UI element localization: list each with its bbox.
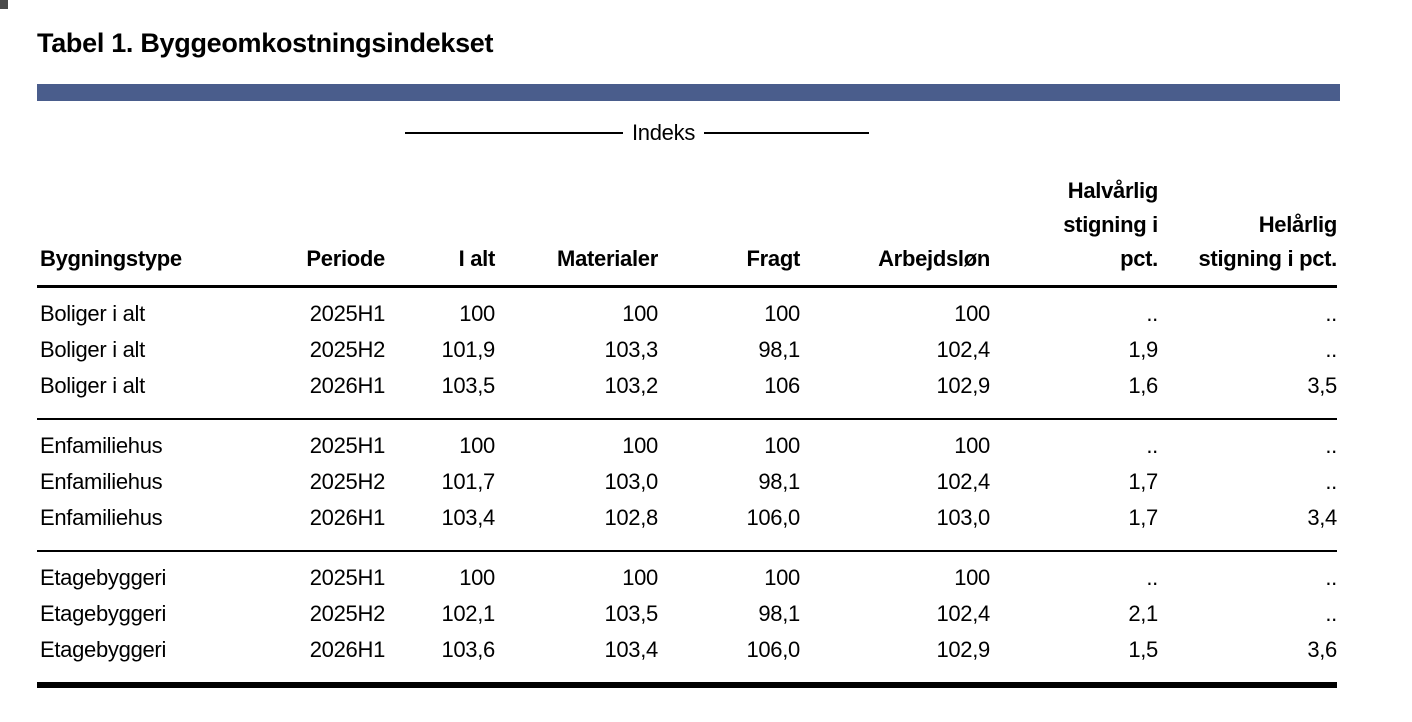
- cell-arbejdsl-n: 102,4: [936, 336, 990, 362]
- column-header-label: Fragt: [746, 245, 800, 271]
- cell-i-alt: 100: [459, 432, 495, 458]
- row-label: Etagebyggeri: [40, 564, 167, 590]
- byggeomkostningsindeks-table: [37, 146, 1337, 688]
- row-label: Etagebyggeri: [40, 600, 167, 626]
- cell-i-alt: 100: [459, 564, 495, 590]
- column-header-hel-rlig-stigning-i-pct: [1158, 146, 1337, 286]
- indeks-label: Indeks: [632, 120, 696, 145]
- cell-halv-rlig-stigning-i-pct: 1,7: [1128, 468, 1158, 494]
- cell-halv-rlig-stigning-i-pct: 2,1: [1128, 600, 1158, 626]
- cell-i-alt: 103,6: [441, 636, 495, 662]
- cell-i-alt: 100: [459, 300, 495, 326]
- cell-hel-rlig-stigning-i-pct: ..: [1325, 336, 1337, 362]
- cell-i-alt: 101,7: [441, 468, 495, 494]
- table-row: [37, 596, 1337, 632]
- cell-materialer: 103,4: [604, 636, 658, 662]
- corner-artifact: [0, 0, 8, 9]
- cell-fragt: 100: [764, 300, 800, 326]
- column-header-periode: [252, 146, 385, 286]
- table-row: [37, 551, 1337, 596]
- cell-arbejdsl-n: 102,4: [936, 468, 990, 494]
- column-header-label: Halvårlig stigning i pct.: [1063, 177, 1158, 271]
- table-row: [37, 368, 1337, 419]
- cell-arbejdsl-n: 100: [954, 300, 990, 326]
- cell-arbejdsl-n: 103,0: [936, 504, 990, 530]
- cell-fragt: 100: [764, 432, 800, 458]
- indeks-right-rule: [704, 132, 869, 134]
- table-row: [37, 286, 1337, 332]
- cell-periode: 2026H1: [309, 504, 385, 530]
- cell-periode: 2025H1: [309, 432, 385, 458]
- cell-materialer: 102,8: [604, 504, 658, 530]
- column-header-i-alt: [385, 146, 495, 286]
- cell-fragt: 100: [764, 564, 800, 590]
- cell-materialer: 100: [622, 432, 658, 458]
- accent-bar: [37, 84, 1340, 101]
- cell-materialer: 103,0: [604, 468, 658, 494]
- group-etagebyggeri: [37, 551, 1337, 685]
- cell-hel-rlig-stigning-i-pct: ..: [1325, 432, 1337, 458]
- cell-hel-rlig-stigning-i-pct: 3,5: [1307, 372, 1337, 398]
- cell-i-alt: 103,4: [441, 504, 495, 530]
- cell-fragt: 98,1: [758, 600, 800, 626]
- column-header-label: Arbejdsløn: [878, 245, 990, 271]
- indeks-left-rule: [405, 132, 623, 134]
- table-header: [37, 146, 1337, 286]
- cell-hel-rlig-stigning-i-pct: ..: [1325, 564, 1337, 590]
- cell-periode: 2026H1: [309, 372, 385, 398]
- row-label: Etagebyggeri: [40, 636, 167, 662]
- cell-hel-rlig-stigning-i-pct: 3,4: [1307, 504, 1337, 530]
- cell-arbejdsl-n: 102,9: [936, 636, 990, 662]
- group-boliger-i-alt: [37, 286, 1337, 419]
- cell-hel-rlig-stigning-i-pct: 3,6: [1307, 636, 1337, 662]
- cell-halv-rlig-stigning-i-pct: 1,9: [1128, 336, 1158, 362]
- table-row: [37, 500, 1337, 551]
- cell-i-alt: 102,1: [441, 600, 495, 626]
- cell-hel-rlig-stigning-i-pct: ..: [1325, 468, 1337, 494]
- row-label: Boliger i alt: [40, 372, 145, 398]
- column-header-materialer: [495, 146, 658, 286]
- cell-halv-rlig-stigning-i-pct: ..: [1146, 432, 1158, 458]
- cell-periode: 2025H1: [309, 564, 385, 590]
- column-header-fragt: [658, 146, 800, 286]
- cell-halv-rlig-stigning-i-pct: 1,6: [1128, 372, 1158, 398]
- cell-periode: 2025H2: [309, 468, 385, 494]
- column-header-label: Bygningstype: [40, 245, 182, 271]
- cell-arbejdsl-n: 100: [954, 564, 990, 590]
- cell-arbejdsl-n: 100: [954, 432, 990, 458]
- row-label: Boliger i alt: [40, 336, 145, 362]
- cell-periode: 2026H1: [309, 636, 385, 662]
- cell-fragt: 98,1: [758, 336, 800, 362]
- indeks-span-header: [405, 119, 873, 146]
- row-label: Boliger i alt: [40, 300, 145, 326]
- cell-i-alt: 103,5: [441, 372, 495, 398]
- cell-halv-rlig-stigning-i-pct: 1,7: [1128, 504, 1158, 530]
- column-header-label: Helårlig stigning i pct.: [1198, 211, 1337, 271]
- cell-arbejdsl-n: 102,4: [936, 600, 990, 626]
- cell-materialer: 103,2: [604, 372, 658, 398]
- column-header-bygningstype: [37, 146, 252, 286]
- cell-periode: 2025H2: [309, 600, 385, 626]
- cell-arbejdsl-n: 102,9: [936, 372, 990, 398]
- cell-halv-rlig-stigning-i-pct: 1,5: [1128, 636, 1158, 662]
- group-enfamiliehus: [37, 419, 1337, 551]
- cell-fragt: 98,1: [758, 468, 800, 494]
- column-header-arbejdsl-n: [800, 146, 990, 286]
- cell-materialer: 100: [622, 564, 658, 590]
- header-row: [37, 146, 1337, 286]
- cell-hel-rlig-stigning-i-pct: ..: [1325, 300, 1337, 326]
- cell-fragt: 106,0: [746, 636, 800, 662]
- column-header-halv-rlig-stigning-i-pct: [990, 146, 1158, 286]
- table-row: [37, 464, 1337, 500]
- row-label: Enfamiliehus: [40, 432, 163, 458]
- cell-materialer: 100: [622, 300, 658, 326]
- column-header-label: Materialer: [557, 245, 658, 271]
- cell-periode: 2025H2: [309, 336, 385, 362]
- page-title: Tabel 1. Byggeomkostningsindekset: [37, 28, 494, 58]
- table-row: [37, 419, 1337, 464]
- cell-periode: 2025H1: [309, 300, 385, 326]
- cell-materialer: 103,3: [604, 336, 658, 362]
- cell-fragt: 106: [764, 372, 800, 398]
- table-wrap: [37, 119, 1337, 688]
- column-header-label: I alt: [458, 245, 495, 271]
- table-row: [37, 332, 1337, 368]
- cell-i-alt: 101,9: [441, 336, 495, 362]
- row-label: Enfamiliehus: [40, 504, 163, 530]
- cell-materialer: 103,5: [604, 600, 658, 626]
- cell-halv-rlig-stigning-i-pct: ..: [1146, 564, 1158, 590]
- column-header-label: Periode: [306, 245, 385, 271]
- cell-halv-rlig-stigning-i-pct: ..: [1146, 300, 1158, 326]
- row-label: Enfamiliehus: [40, 468, 163, 494]
- cell-fragt: 106,0: [746, 504, 800, 530]
- cell-hel-rlig-stigning-i-pct: ..: [1325, 600, 1337, 626]
- table-row: [37, 632, 1337, 685]
